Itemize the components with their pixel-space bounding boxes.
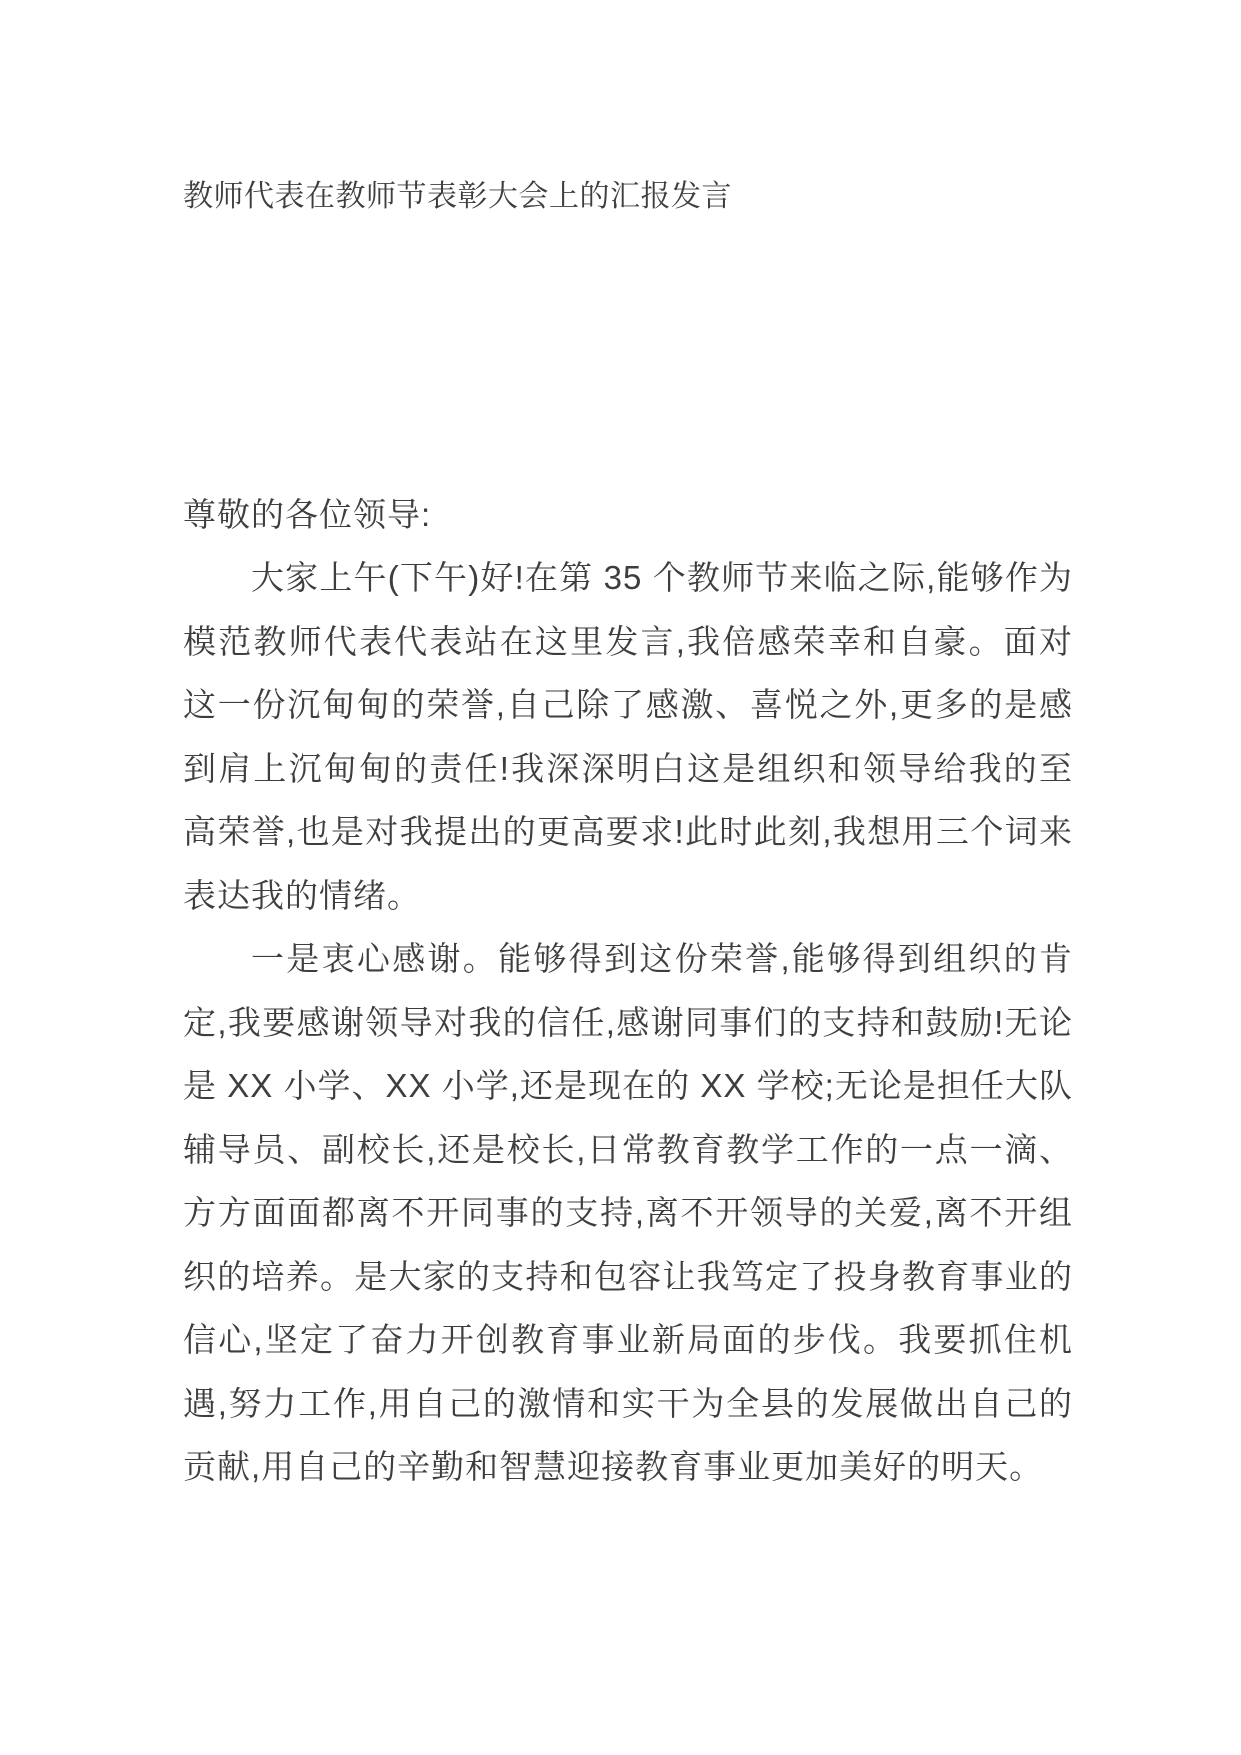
paragraph-opening: 大家上午(下午)好!在第 35 个教师节来临之际,能够作为模范教师代表代表站在这里发言,我倍感荣幸和自豪。面对这一份沉甸甸的荣誉,自己除了感激、喜悦之外,更多的是感到肩上沉甸甸的责任!我深深明白这是组织和领导给我的至高荣誉,也是对我提出的更高要求!此时此刻,我想用三个词来表达我的情绪。 (183, 559, 1073, 914)
salutation-line: 尊敬的各位领导: (183, 495, 432, 533)
document-title: 教师代表在教师节表彰大会上的汇报发言 (183, 180, 732, 213)
paragraph-gratitude: 一是衷心感谢。能够得到这份荣誉,能够得到组织的肯定,我要感谢领导对我的信任,感谢同事们的支持和鼓励!无论是 XX 小学、XX 小学,还是现在的 XX 学校;无论是担任大队辅导员、副校长,还是校长,日常教育教学工作的一点一滴、方方面面都离不开同事的支持,离不开领导的关爱,离不开组织的培养。是大家的支持和包容让我笃定了投身教育事业的信心,坚定了奋力开创教育事业新局面的步伐。我要抓住机遇,努力工作,用自己的激情和实干为全县的发展做出自己的贡献,用自己的辛勤和智慧迎接教育事业更加美好的明天。 (183, 940, 1073, 1485)
